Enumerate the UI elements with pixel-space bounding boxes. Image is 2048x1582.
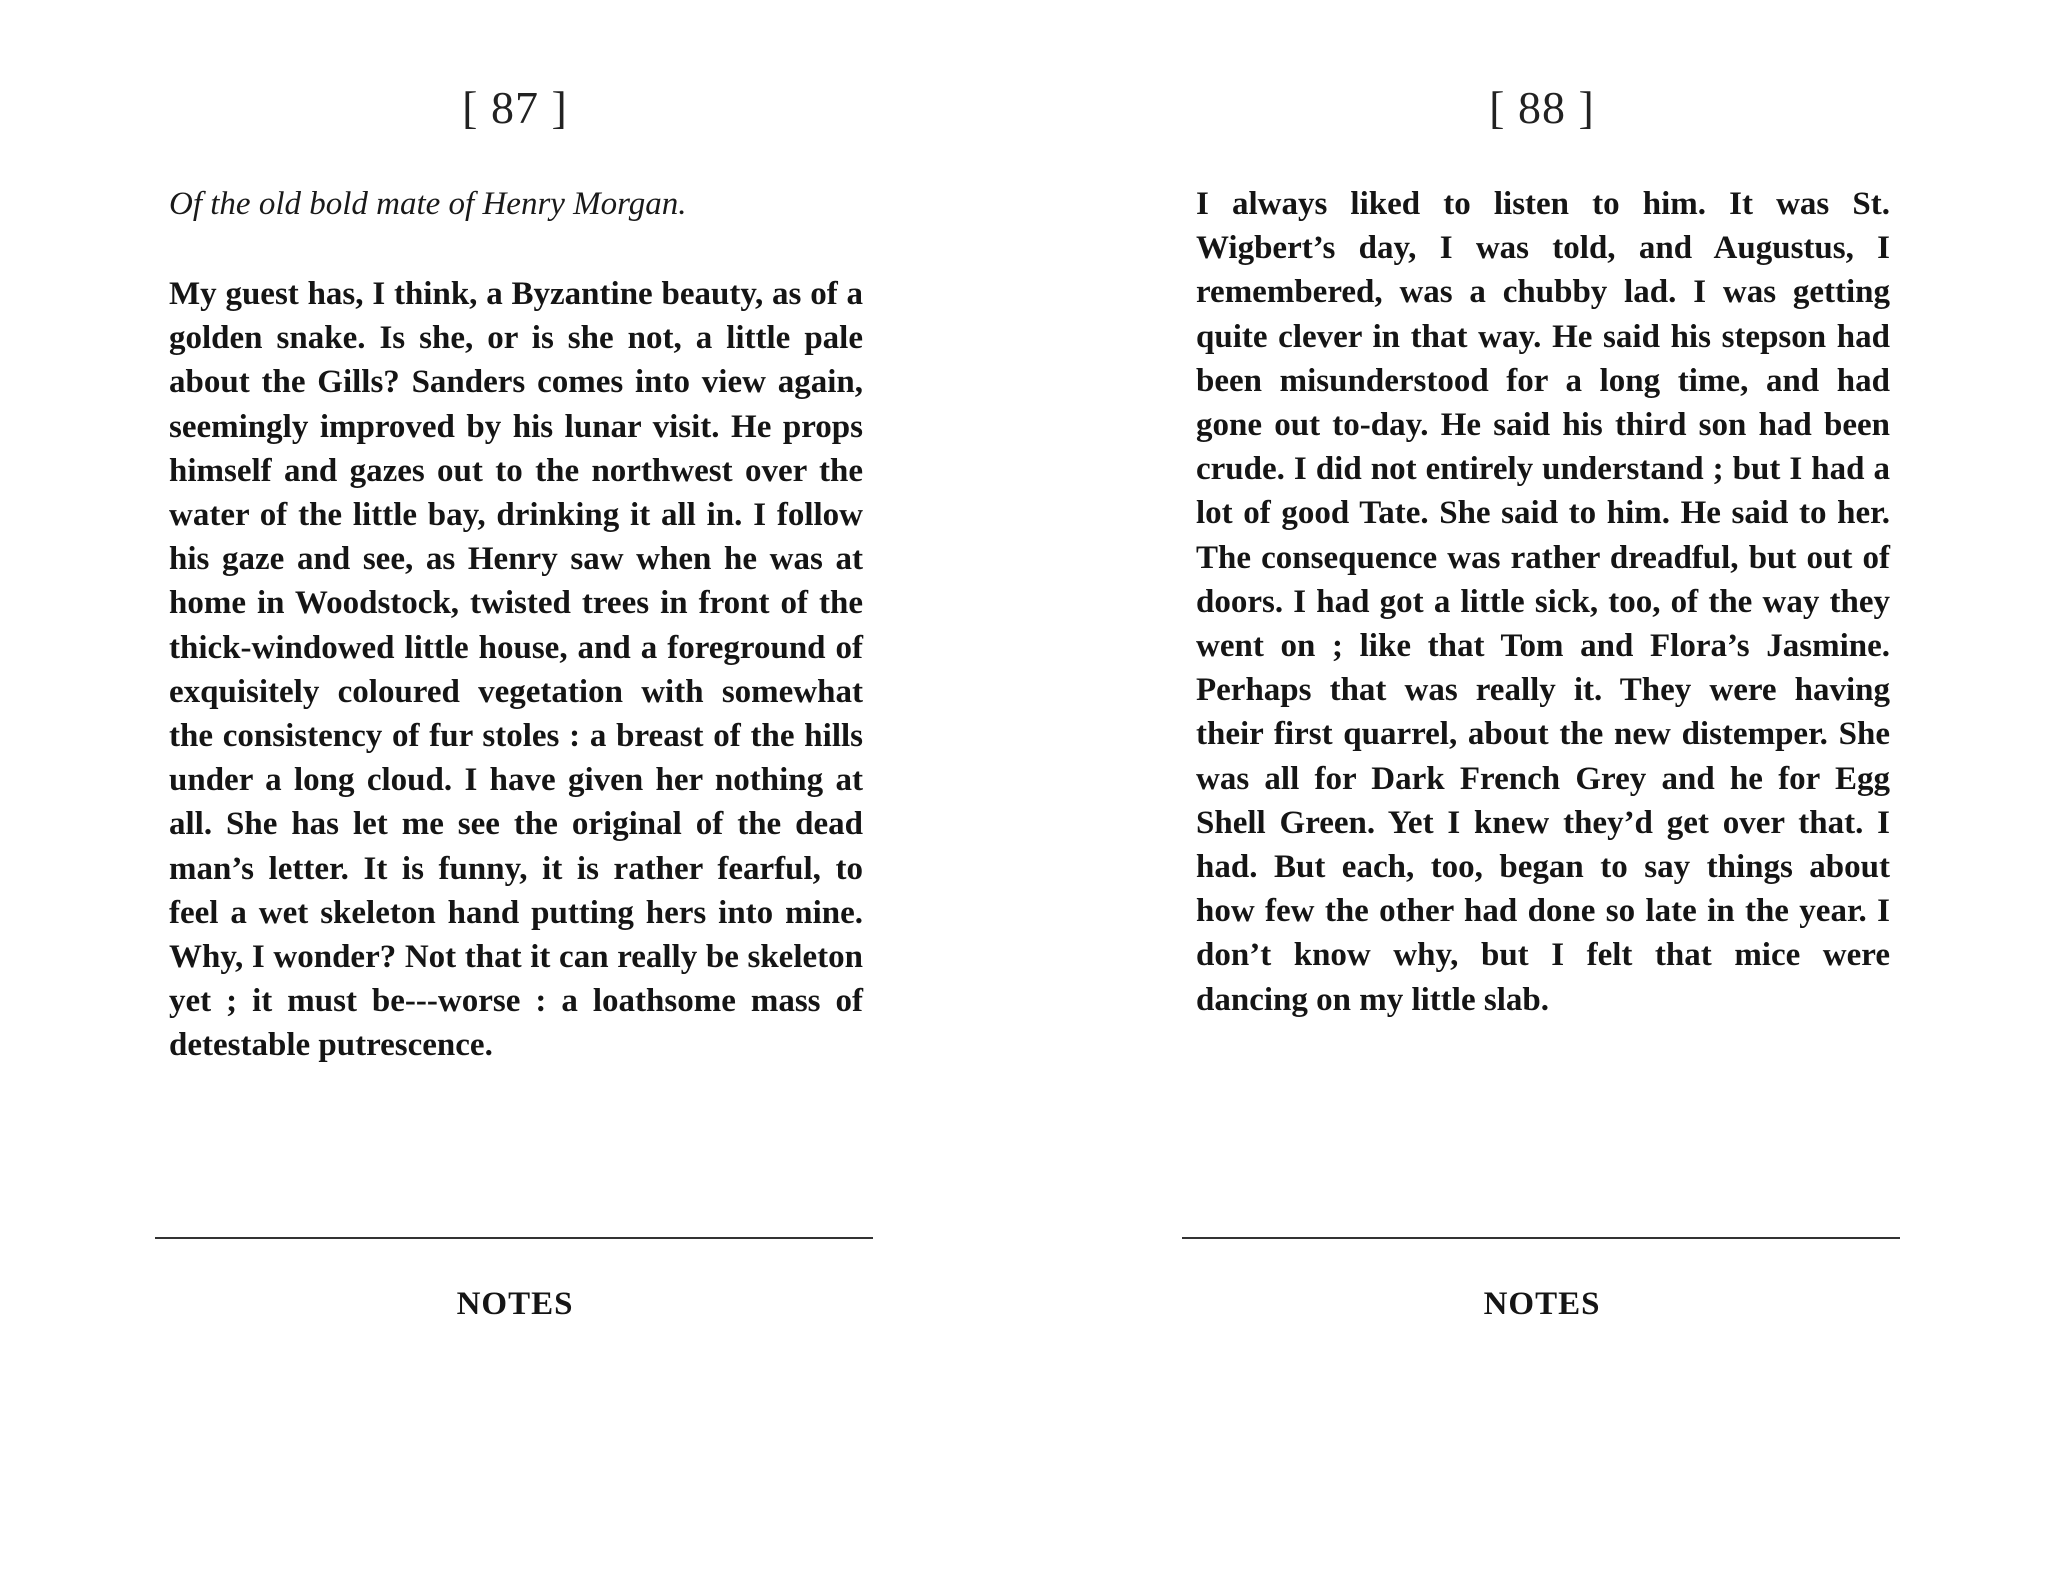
section-subtitle: Of the old bold mate of Henry Morgan. [169, 186, 687, 222]
body-paragraph: My guest has, I think, a Byzantine beauty, as of a golden snake. Is she, or is she not, a little pale about the Gills? Sanders comes into view again, seemingly improved by his lunar visit. He props himself and gazes out to the northwest over the water of the little bay, drinking it all in. I follow his gaze and see, as Henry saw when he was at home in Woodstock, twisted trees in front of the thick-windowed little house, and a foreground of exquisitely coloured vegetation with somewhat the consistency of fur stoles : a breast of the hills under a long cloud. I have given her nothing at all. She has let me see the original of the dead man’s letter. It is funny, it is rather fearful, to feel a wet skeleton hand putting hers into mine. Why, I wonder? Not that it can really be skeleton yet ; it must be---worse : a loathsome mass of detestable putrescence. [169, 276, 863, 1064]
notes-heading: NOTES [1483, 1286, 1601, 1322]
notes-divider [1182, 1237, 1900, 1239]
notes-heading: NOTES [456, 1286, 574, 1322]
right-page [1182, 0, 1902, 1582]
body-paragraph: I always liked to listen to him. It was St. Wigbert’s day, I was told, and Augustus, I remembered, was a chubby lad. I was getting quite clever in that way. He said his stepson had been misunderstood for a long time, and had gone out to-day. He said his third son had been crude. I did not entirely understand ; but I had a lot of good Tate. She said to him. He said to her. The consequence was rather dreadful, but out of doors. I had got a little sick, too, of the way they went on ; like that Tom and Flora’s Jasmine. Perhaps that was really it. They were having their first quarrel, about the new distemper. She was all for Dark French Grey and he for Egg Shell Green. Yet I knew they’d get over that. I had. But each, too, began to say things about how few the other had done so late in the year. I don’t know why, but I felt that mice were dancing on my little slab. [1196, 186, 1890, 1018]
page-number: [ 87 ] [462, 82, 568, 133]
left-page [155, 0, 875, 1582]
page-number: [ 88 ] [1489, 82, 1595, 133]
notes-divider [155, 1237, 873, 1239]
